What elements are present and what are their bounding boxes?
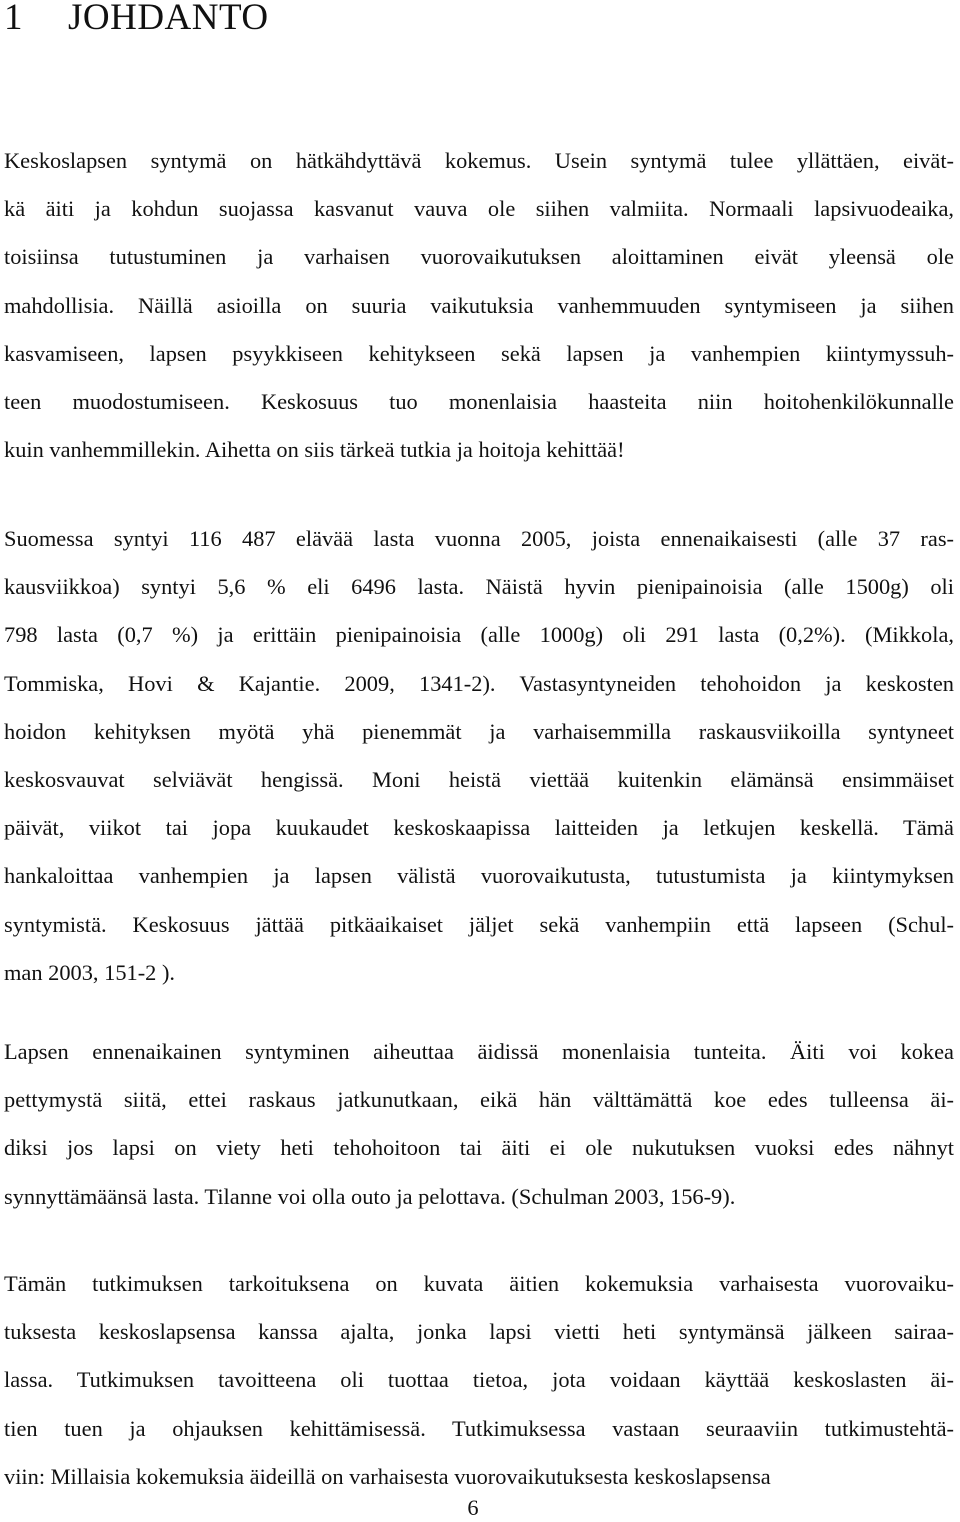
paragraph-line: hankaloittaa vanhempien ja lapsen välistä vuorovaikutusta, tutustumista ja kiintymyksen: [4, 863, 954, 889]
paragraph-line: kausviikkoa) syntyi 5,6 % eli 6496 lasta. Näistä hyvin pienipainoisia (alle 1500g) oli: [4, 574, 954, 600]
paragraph-line: 798 lasta (0,7 %) ja erittäin pienipainoisia (alle 1000g) oli 291 lasta (0,2%). (Mikkola,: [4, 622, 954, 648]
paragraph-line: hoidon kehityksen myötä yhä pienemmät ja varhaisemmilla raskausviikoilla syntyneet: [4, 718, 954, 744]
paragraph-line: viin: Millaisia kokemuksia äideillä on varhaisesta vuorovaikutuksesta keskoslapsensa: [4, 1463, 771, 1489]
chapter-number: 1: [4, 0, 23, 38]
paragraph-line: mahdollisia. Näillä asioilla on suuria vaikutuksia vanhemmuuden syntymiseen ja siihen: [4, 292, 954, 318]
paragraph-line: lassa. Tutkimuksen tavoitteena oli tuottaa tietoa, jota voidaan käyttää keskoslasten äi-: [4, 1367, 954, 1393]
paragraph-line: pettymystä siitä, ettei raskaus jatkunutkaan, eikä hän välttämättä koe edes tulleensa äi-: [4, 1087, 954, 1113]
paragraph-line: toisiinsa tutustuminen ja varhaisen vuorovaikutuksen aloittaminen eivät yleensä ole: [4, 244, 954, 270]
paragraph-1: [4, 137, 954, 474]
paragraph-line: kuin vanhemmillekin. Aihetta on siis tärkeä tutkia ja hoitoja kehittää!: [4, 437, 625, 463]
paragraph-line: tuksesta keskoslapsensa kanssa ajalta, jonka lapsi vietti heti syntymänsä jälkeen sairaa-: [4, 1319, 954, 1345]
paragraph-line: synnyttämäänsä lasta. Tilanne voi olla outo ja pelottava. (Schulman 2003, 156-9).: [4, 1183, 736, 1209]
paragraph-line: Keskoslapsen syntymä on hätkähdyttävä kokemus. Usein syntymä tulee yllättäen, eivät-: [4, 148, 954, 173]
paragraph-line: teen muodostumiseen. Keskosuus tuo monenlaisia haasteita niin hoitohenkilökunnalle: [4, 388, 954, 414]
page-number: 6: [467, 1495, 479, 1520]
paragraph-2: [4, 515, 954, 997]
paragraph-line: tien tuen ja ohjauksen kehittämisessä. Tutkimuksessa vastaan seuraaviin tutkimustehtä-: [4, 1415, 954, 1441]
paragraph-line: Suomessa syntyi 116 487 elävää lasta vuonna 2005, joista ennenaikaisesti (alle 37 ras-: [4, 526, 954, 551]
paragraph-line: Tämän tutkimuksen tarkoituksena on kuvata äitien kokemuksia varhaisesta vuorovaiku-: [4, 1271, 954, 1296]
paragraph-line: keskosvauvat selviävät hengissä. Moni heistä viettää kuitenkin elämänsä ensimmäiset: [4, 766, 954, 792]
paragraph-line: kä äiti ja kohdun suojassa kasvanut vauva ole siihen valmiita. Normaali lapsivuodeaika,: [4, 196, 954, 222]
chapter-heading: [4, 0, 269, 38]
paragraph-line: syntymistä. Keskosuus jättää pitkäaikaiset jäljet sekä vanhempiin että lapseen (Schul-: [4, 911, 954, 937]
paragraph-line: päivät, viikot tai jopa kuukaudet keskoskaapissa laitteiden ja letkujen keskellä. Tämä: [4, 815, 954, 841]
paragraph-line: kasvamiseen, lapsen psyykkiseen kehitykseen sekä lapsen ja vanhempien kiintymyssuh-: [4, 340, 954, 366]
paragraph-line: man 2003, 151-2 ).: [4, 959, 176, 985]
paragraph-line: diksi jos lapsi on viety heti tehohoitoon tai äiti ei ole nukutuksen vuoksi edes nähnyt: [4, 1135, 954, 1161]
chapter-title: JOHDANTO: [68, 0, 269, 38]
paragraph-line: Lapsen ennenaikainen syntyminen aiheuttaa äidissä monenlaisia tunteita. Äiti voi kokea: [4, 1039, 954, 1064]
paragraph-4: [4, 1260, 954, 1501]
paragraph-3: [4, 1028, 954, 1221]
paragraph-line: Tommiska, Hovi & Kajantie. 2009, 1341-2). Vastasyntyneiden tehohoidon ja keskosten: [4, 670, 954, 696]
